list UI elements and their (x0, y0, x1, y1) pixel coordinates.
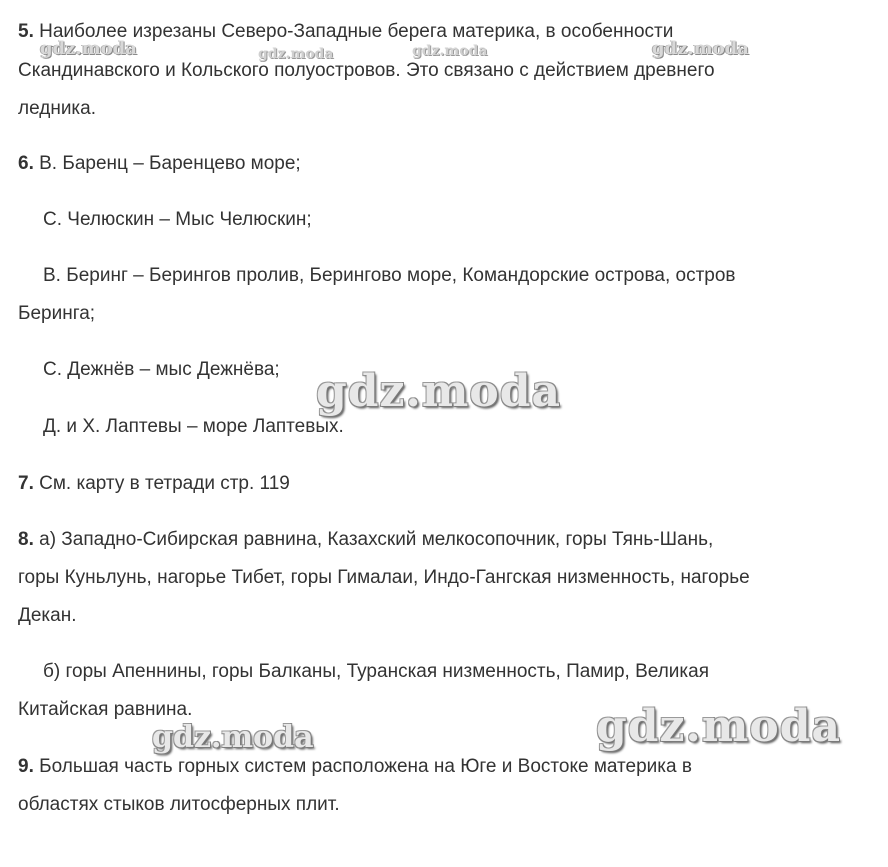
item-8-b-line-2: Китайская равнина. (18, 699, 193, 720)
item-7-line-1 (18, 472, 290, 496)
item-6-number: 6. (18, 153, 34, 174)
watermark: gdz.moda (412, 43, 488, 59)
item-6-sub-2-line-1: В. Беринг – Берингов пролив, Берингово море, Командорские острова, остров (43, 265, 736, 286)
item-6-sub-2-line-2: Беринга; (18, 303, 96, 324)
item-5-text-1: Наиболее изрезаны Северо-Западные берега материка, в особенности (33, 21, 674, 42)
watermark: gdz.moda (652, 38, 749, 59)
item-8-text-1: а) Западно-Сибирская равнина, Казахский мелкосопочник, горы Тянь-Шань, (33, 529, 714, 550)
item-9-line-1 (18, 755, 692, 779)
item-6-line-1 (18, 152, 301, 176)
item-9-line-2: областях стыков литосферных плит. (18, 794, 340, 815)
item-7-text-1: См. карту в тетради стр. 119 (33, 473, 290, 494)
item-5-number: 5. (18, 21, 34, 42)
item-5-line-1 (18, 20, 673, 44)
watermark: gdz.moda (316, 366, 562, 417)
item-5-line-2: Скандинавского и Кольского полуостровов. Это связано с действием древнего (18, 60, 715, 81)
watermark: gdz.moda (40, 38, 137, 59)
item-9-number: 9. (18, 756, 34, 777)
item-9-text-1: Большая часть горных систем расположена на Юге и Востоке материка в (33, 756, 692, 777)
item-6-sub-4: Д. и Х. Лаптевы – море Лаптевых. (43, 416, 344, 437)
item-7-number: 7. (18, 473, 34, 494)
item-6-text-1: В. Баренц – Баренцево море; (33, 153, 301, 174)
item-8-line-2: горы Куньлунь, нагорье Тибет, горы Гималаи, Индо-Гангская низменность, нагорье (18, 567, 750, 588)
watermark: gdz.moda (258, 46, 334, 62)
item-8-b-line-1: б) горы Апеннины, горы Балканы, Туранская низменность, Памир, Великая (43, 661, 710, 682)
item-8-line-3: Декан. (18, 605, 77, 626)
watermark: gdz.moda (596, 701, 842, 752)
watermark: gdz.moda (152, 720, 314, 755)
item-5-line-3: ледника. (18, 98, 97, 119)
item-6-sub-1: С. Челюскин – Мыс Челюскин; (43, 209, 312, 230)
item-8-line-1 (18, 528, 713, 552)
item-6-sub-3: С. Дежнёв – мыс Дежнёва; (43, 359, 280, 380)
item-8-number: 8. (18, 529, 34, 550)
